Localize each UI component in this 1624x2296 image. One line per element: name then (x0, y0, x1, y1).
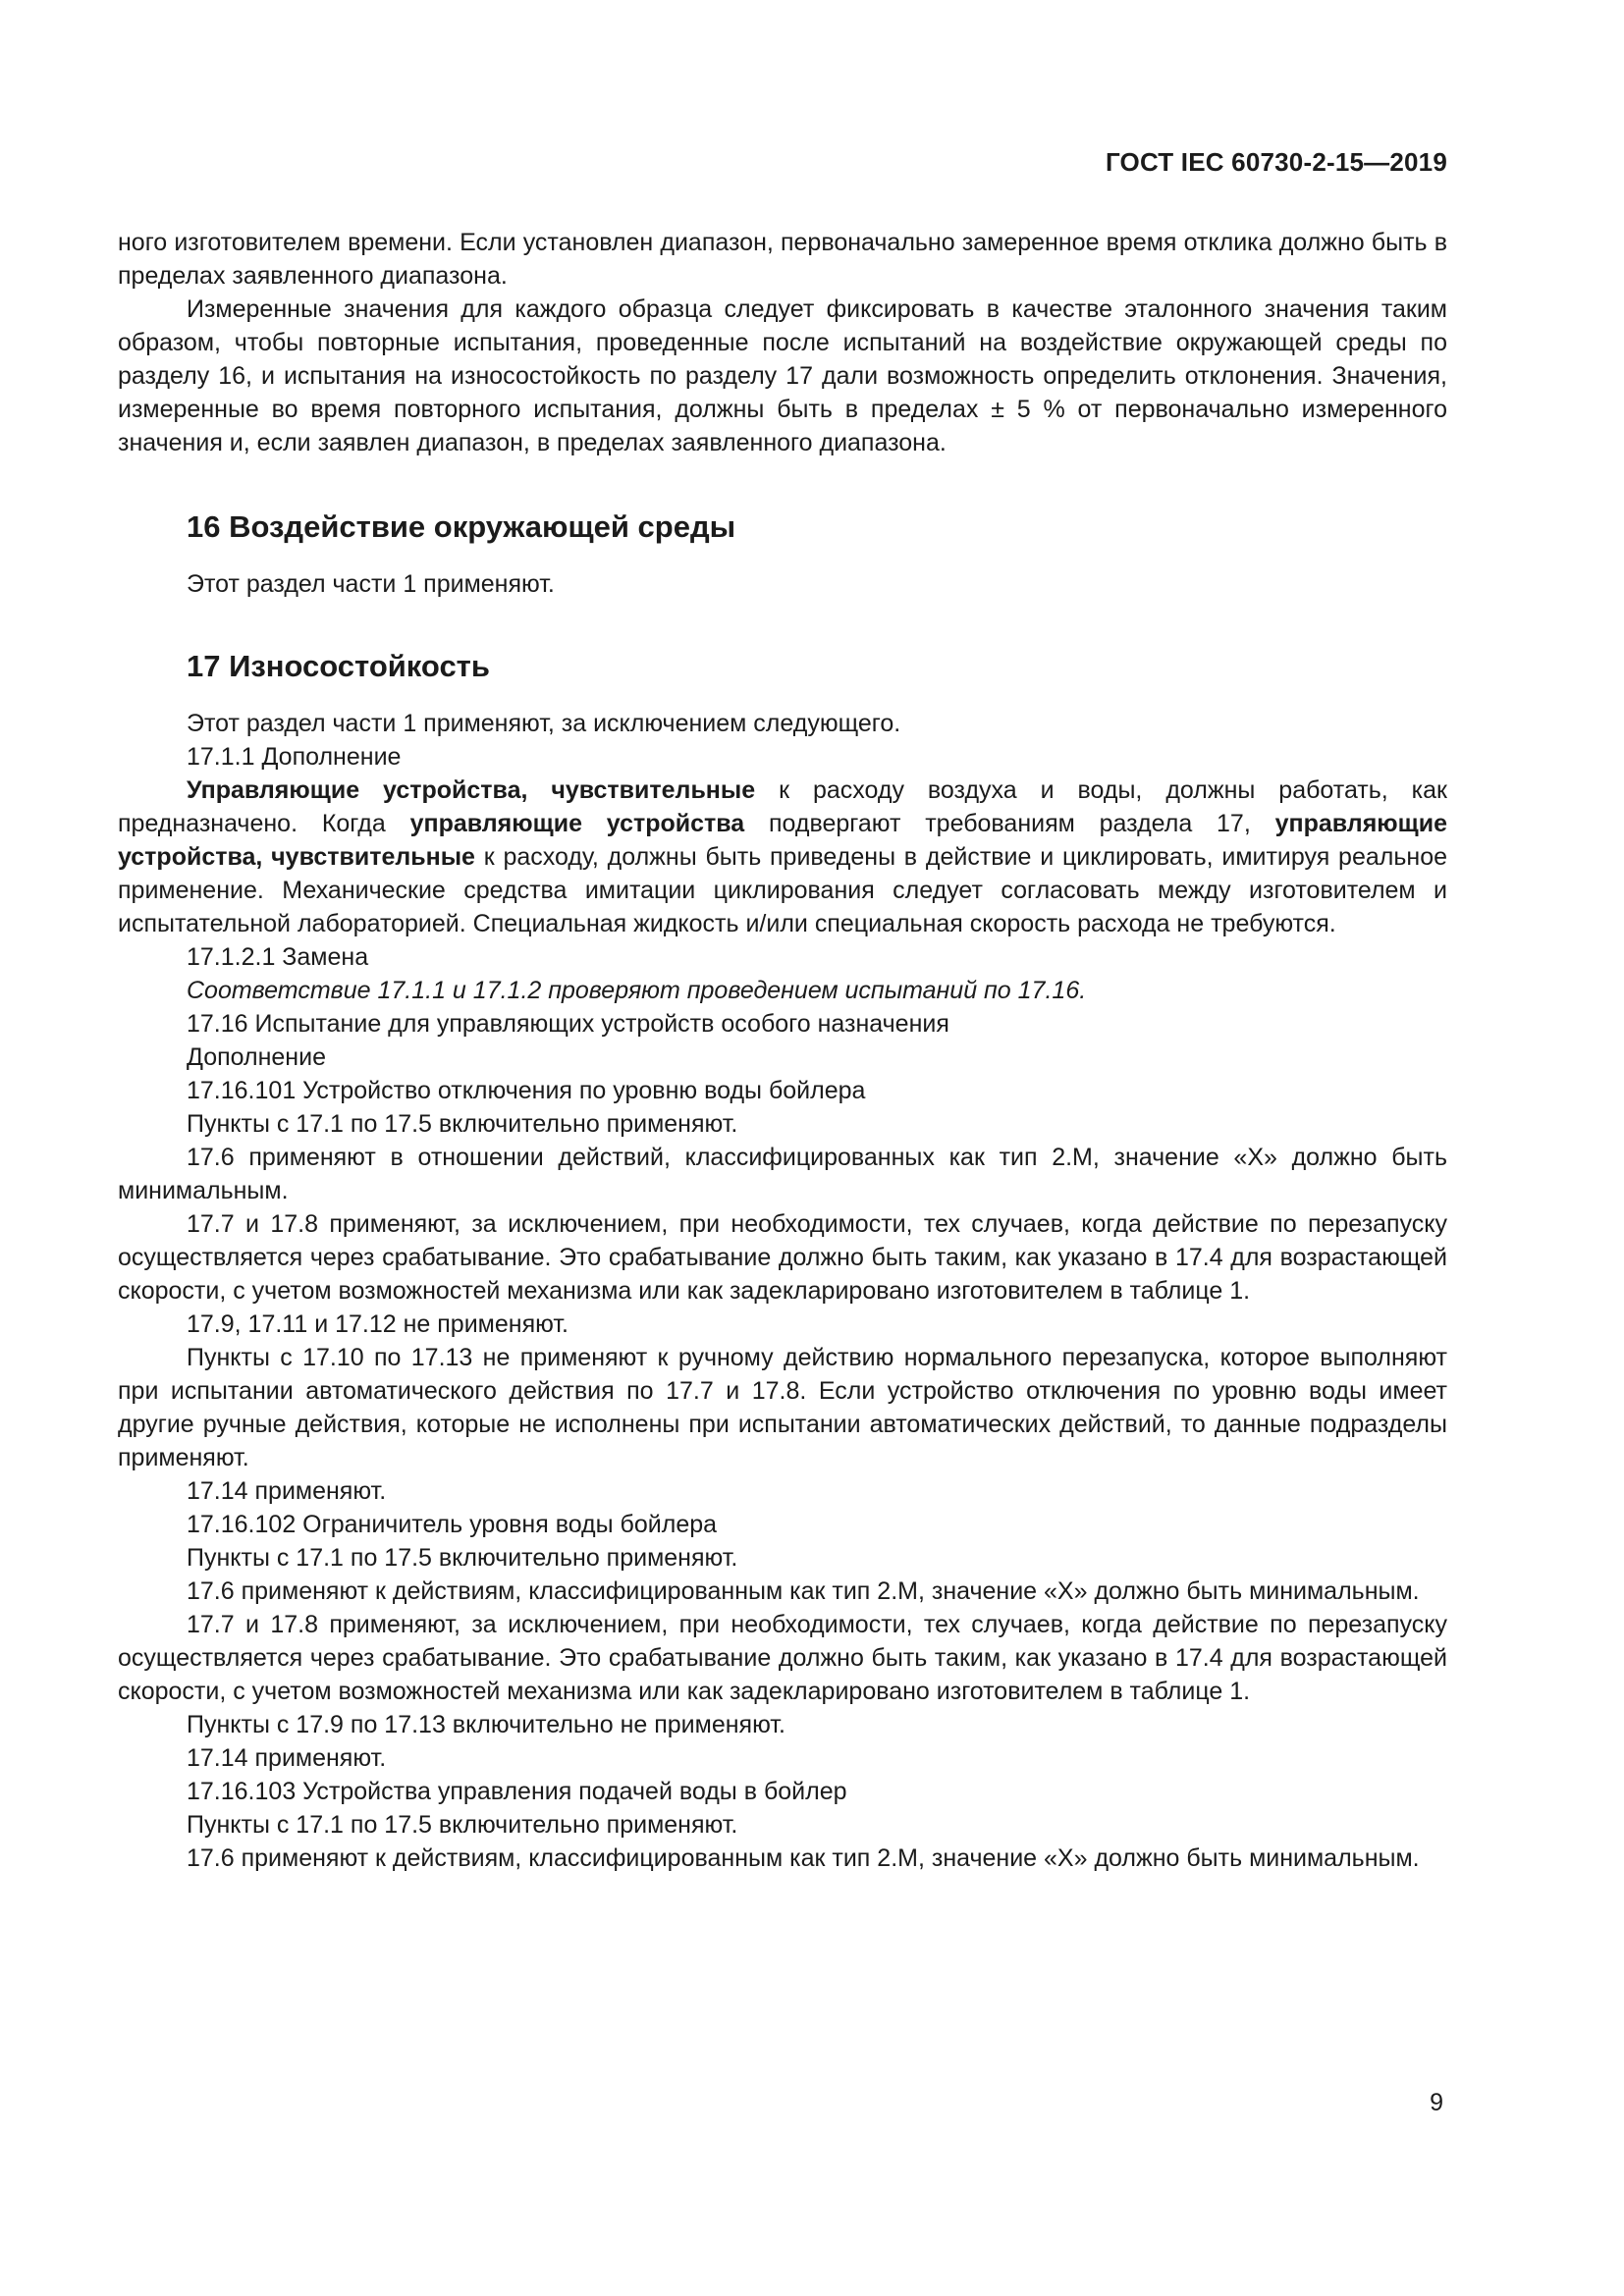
list-item: 17.6 применяют к действиям, классифицированным как тип 2.M, значение «X» должно быть минимальным. (187, 1577, 1420, 1605)
paragraph-measured-values: Измеренные значения для каждого образца следует фиксировать в качестве эталонного значения таким образом, чтобы повторные испытания, проведенные после испытаний на воздействие окружающей среды по разделу 16, и испытания на износостойкость по разделу 17 дали возможность определить отклонения. Значения, измеренные во время повторного испытания, должны быть в пределах ± 5 % от первоначально измеренного значения и, если заявлен диапазон, в пределах заявленного диапазона. (118, 295, 1447, 456)
list-item: 17.9, 17.11 и 17.12 не применяют. (187, 1310, 568, 1338)
list-item: Пункты с 17.9 по 17.13 включительно не применяют. (187, 1711, 785, 1738)
clause-17-16: 17.16 Испытание для управляющих устройств особого назначения (187, 1010, 949, 1038)
list-item: 17.14 применяют. (187, 1744, 387, 1772)
term-controls-sensitive-2: управляющие устройства, чувствительные (118, 810, 1447, 871)
page-number: 9 (1430, 2089, 1443, 2116)
list-item: Пункты с 17.10 по 17.13 не применяют к ручному действию нормального перезапуска, которое выполняют при испытании автоматического действия по 17.7 и 17.8. Если устройство отключения по уровню воды имеет другие ручные действия, которые не исполнены при испытании автоматических действий, то данные подразделы применяют. (118, 1344, 1447, 1471)
list-item: 17.14 применяют. (187, 1477, 387, 1505)
clause-17-16-102: 17.16.102 Ограничитель уровня воды бойлера (187, 1511, 718, 1538)
term-controls: управляющие устройства (409, 810, 745, 837)
list-item: 17.6 применяют в отношении действий, классифицированных как тип 2.M, значение «X» должно быть минимальным. (118, 1144, 1447, 1204)
list-item: Пункты с 17.1 по 17.5 включительно применяют. (187, 1544, 738, 1572)
clause-17-1-1: 17.1.1 Дополнение (187, 743, 402, 771)
standard-header: ГОСТ IEC 60730-2-15—2019 (1105, 147, 1447, 177)
list-item: Пункты с 17.1 по 17.5 включительно применяют. (187, 1811, 738, 1839)
paragraph-flow-controls: Управляющие устройства, чувствительные к расходу воздуха и воды, должны работать, как предназначено. Когда управляющие устройства подвергают требованиям раздела 17, управляющие устройства, чувствительные к расходу, должны быть приведены в действие и циклировать, имитируя реальное применение. Механические средства имитации циклирования следует согласовать между изготовителем и испытательной лабораторией. Специальная жидкость и/или специальная скорость расхода не требуются. (118, 776, 1447, 937)
clause-17-16-103: 17.16.103 Устройства управления подачей воды в бойлер (187, 1778, 847, 1805)
clause-17-16-101: 17.16.101 Устройство отключения по уровню воды бойлера (187, 1077, 866, 1104)
section-17-intro: Этот раздел части 1 применяют, за исключением следующего. (187, 710, 901, 737)
section-16-heading: 16 Воздействие окружающей среды (187, 509, 736, 544)
list-item: Пункты с 17.1 по 17.5 включительно применяют. (187, 1110, 738, 1138)
list-item: 17.7 и 17.8 применяют, за исключением, при необходимости, тех случаев, когда действие по перезапуску осуществляется через срабатывание. Это срабатывание должно быть таким, как указано в 17.4 для возрастающей скорости, с учетом возможностей механизма или как задекларировано изготовителем в таблице 1. (118, 1210, 1447, 1305)
list-item: 17.6 применяют к действиям, классифицированным как тип 2.M, значение «X» должно быть минимальным. (187, 1844, 1420, 1872)
term-controls-sensitive: Управляющие устройства, чувствительные (187, 776, 756, 804)
list-item: 17.7 и 17.8 применяют, за исключением, при необходимости, тех случаев, когда действие по перезапуску осуществляется через срабатывание. Это срабатывание должно быть таким, как указано в 17.4 для возрастающей скорости, с учетом возможностей механизма или как задекларировано изготовителем в таблице 1. (118, 1611, 1447, 1705)
clause-17-1-2-1: 17.1.2.1 Замена (187, 943, 369, 971)
addition-label: Дополнение (187, 1043, 326, 1071)
paragraph-continuation: ного изготовителем времени. Если установлен диапазон, первоначально замеренное время отклика должно быть в пределах заявленного диапазона. (118, 229, 1447, 290)
section-16-text: Этот раздел части 1 применяют. (187, 570, 555, 598)
body-text (118, 226, 1447, 1875)
compliance-statement: Соответствие 17.1.1 и 17.1.2 проверяют проведением испытаний по 17.16. (187, 977, 1087, 1004)
section-17-heading: 17 Износостойкость (187, 649, 490, 683)
